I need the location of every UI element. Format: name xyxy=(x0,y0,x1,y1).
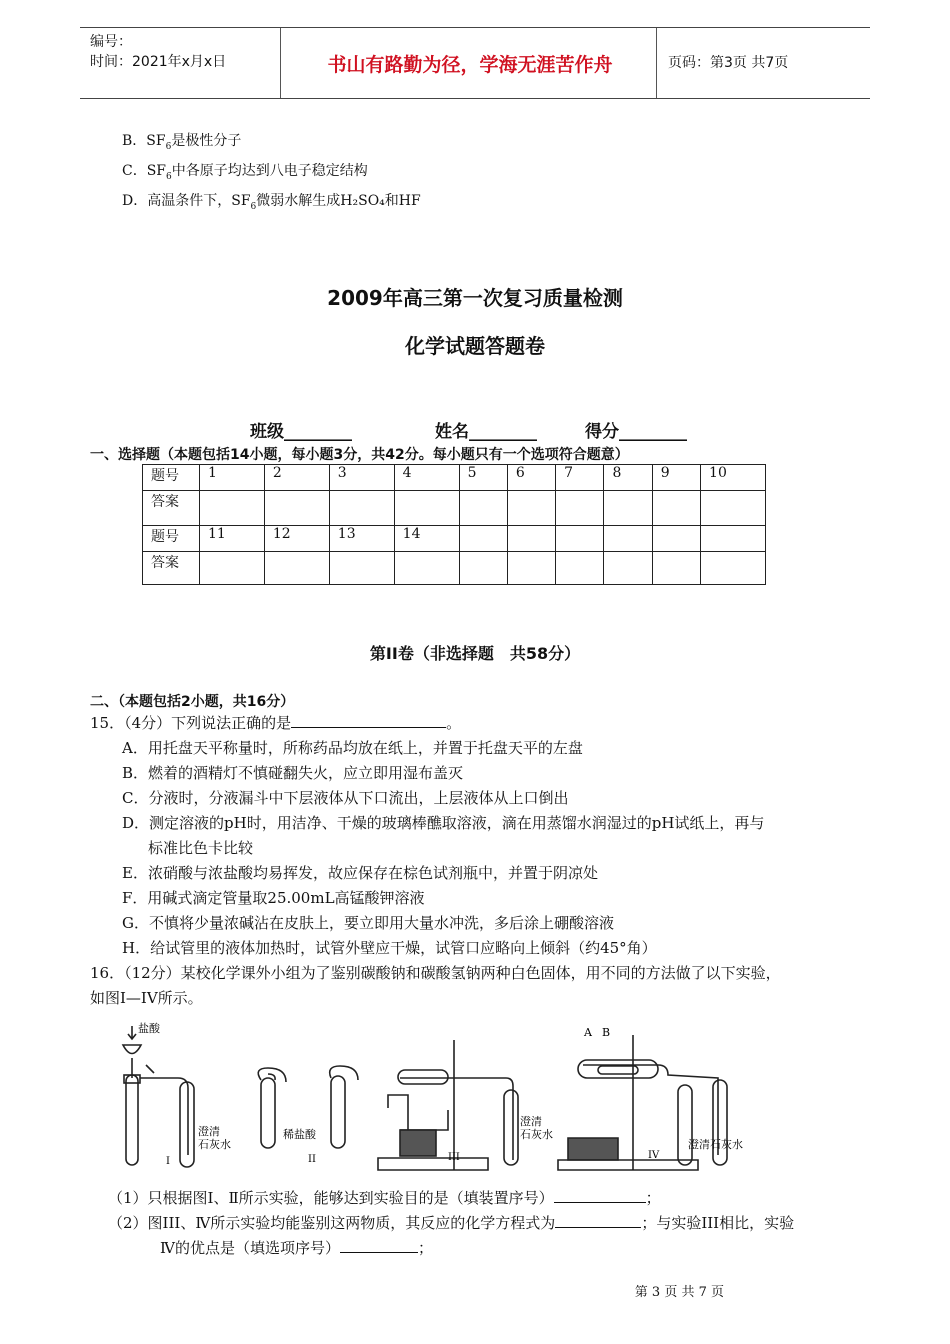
test-tube xyxy=(126,1075,138,1165)
q16-stem: 16．（12分）某校化学课外小组为了鉴别碳酸钠和碳酸氢钠两种白色固体，用不同的方法做了以下实验， xyxy=(90,964,781,982)
delivery-tube xyxy=(140,1078,188,1155)
label-hcl: 盐酸 xyxy=(138,1022,160,1035)
q15-answer-blank[interactable] xyxy=(291,712,446,728)
q16-sub1: （1）只根据图Ⅰ、Ⅱ所示实验，能够达到实验目的是（填装置序号） ； xyxy=(108,1189,661,1207)
q16-sub2c-blank[interactable] xyxy=(340,1237,418,1253)
header-page: 页码：第3页 共7页 xyxy=(668,55,789,71)
q15-option: G．不慎将少量浓碱沾在皮肤上，要立即用大量水冲洗，多后涂上硼酸溶液 xyxy=(122,914,614,932)
label-lime1b: 石灰水 xyxy=(198,1138,231,1151)
answer-table xyxy=(142,464,766,585)
header-motto: 书山有路勤为径，学海无涯苦作舟 xyxy=(327,54,613,76)
q15-option: H．给试管里的液体加热时，试管外壁应干燥，试管口应略向上倾斜（约45°角） xyxy=(122,939,657,957)
section-1-heading: 一、选择题（本题包括14小题，每小题3分，共42分。每小题只有一个选项符合题意） xyxy=(90,447,629,463)
time-label: 时间：2021年x月x日 xyxy=(90,54,227,70)
q16-sub2-blank[interactable] xyxy=(555,1212,641,1228)
label-fig-iii: III xyxy=(448,1152,460,1163)
option-d: D．高温条件下，$SF_6$微弱水解生成H₂SO₄和HF xyxy=(122,193,421,212)
q15-options xyxy=(122,736,764,961)
page-footer: 第 3 页 共 7 页 xyxy=(634,1285,724,1300)
table-row[interactable]: 答案 xyxy=(143,552,766,585)
header-divider xyxy=(656,28,657,98)
q15-option: F．用碱式滴定管量取25.00mL高锰酸钾溶液 xyxy=(122,889,425,907)
label-a: A xyxy=(584,1026,592,1039)
q15-option: 标准比色卡比较 xyxy=(148,839,254,857)
table-row: 题号 1 2 3 4 5 6 7 8 9 10 xyxy=(143,465,766,491)
part-2-title: 第II卷（非选择题 共58分） xyxy=(369,644,581,663)
q15-option: A．用托盘天平称量时，所称药品均放在纸上，并置于托盘天平的左盘 xyxy=(122,739,583,757)
test-tube xyxy=(180,1082,194,1167)
q16-sub2: （2）图III、Ⅳ所示实验均能鉴别这两物质，其反应的化学方程式为 ；与实验III相比，实验 xyxy=(108,1214,795,1232)
label-fig-iv: IV xyxy=(648,1150,660,1161)
number-label: 编号： xyxy=(90,34,132,50)
test-tube xyxy=(504,1090,518,1165)
label-dilute: 稀盐酸 xyxy=(283,1128,316,1141)
option-c: C．$SF_6$中各原子均达到八电子稳定结构 xyxy=(122,163,368,182)
page-header xyxy=(80,27,870,99)
name-field[interactable]: 姓名________ xyxy=(435,422,537,442)
label-lime1: 澄清 xyxy=(198,1125,220,1138)
label-b: B xyxy=(602,1026,611,1039)
table-row[interactable]: 答案 xyxy=(143,491,766,526)
exam-title: 2009年高三第一次复习质量检测 xyxy=(327,286,623,310)
label-fig-i: I xyxy=(166,1156,170,1167)
q15-option: D．测定溶液的pH时，用洁净、干燥的玻璃棒醮取溶液，滴在用蒸馏水润湿过的pH试纸上，再与 xyxy=(122,814,765,832)
q16-sub2-cont: Ⅳ的优点是（填选项序号） ； xyxy=(160,1239,434,1257)
option-b: B．$SF_6$是极性分子 xyxy=(122,133,242,152)
q16-stem-cont: 如图I—IV所示。 xyxy=(90,989,203,1007)
q15-option: C．分液时，分液漏斗中下层液体从下口流出，上层液体从上口倒出 xyxy=(122,789,569,807)
experiment-figure xyxy=(118,1020,768,1175)
test-tube xyxy=(331,1076,345,1148)
q15-option: E．浓硝酸与浓盐酸均易挥发，故应保存在棕色试剂瓶中，并置于阴凉处 xyxy=(122,864,598,882)
class-field[interactable]: 班级________ xyxy=(250,422,352,442)
score-field[interactable]: 得分________ xyxy=(585,422,687,442)
funnel xyxy=(123,1045,141,1054)
exam-subtitle: 化学试题答题卷 xyxy=(405,334,545,358)
section-2-heading: 二、（本题包括2小题，共16分） xyxy=(90,694,295,710)
header-left xyxy=(90,32,226,72)
label-lime4: 澄清石灰水 xyxy=(688,1138,743,1151)
table-row: 题号 11 12 13 14 xyxy=(143,526,766,552)
stand xyxy=(388,1095,448,1130)
test-tube xyxy=(678,1085,692,1165)
test-tube xyxy=(261,1078,275,1148)
q16-sub1-blank[interactable] xyxy=(554,1187,646,1203)
label-lime3b: 石灰水 xyxy=(520,1128,553,1141)
q15-stem: 15．（4分）下列说法正确的是 。 xyxy=(90,714,462,732)
label-lime3: 澄清 xyxy=(520,1115,542,1128)
q15-option: B．燃着的酒精灯不慎碰翻失火，应立即用湿布盖灭 xyxy=(122,764,464,782)
label-fig-ii: II xyxy=(308,1154,316,1165)
test-tube xyxy=(713,1080,727,1165)
